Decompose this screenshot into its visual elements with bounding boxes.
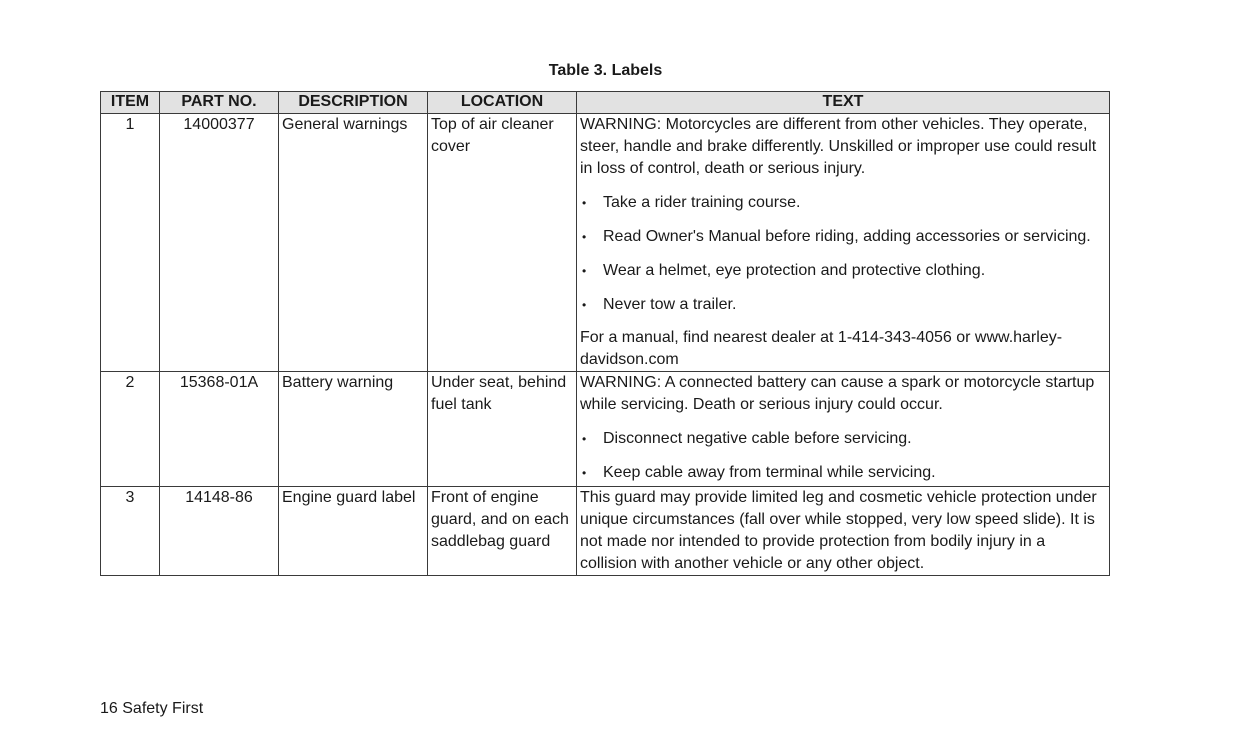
location-cell: Front of engine guard, and on each saddlebag guard bbox=[428, 487, 577, 576]
table-row bbox=[101, 372, 1110, 487]
table-title: Table 3. Labels bbox=[548, 62, 663, 79]
column-header-description: DESCRIPTION bbox=[279, 92, 428, 114]
column-header-part-no: PART NO. bbox=[160, 92, 279, 114]
description-cell: General warnings bbox=[279, 114, 428, 372]
labels-table bbox=[100, 91, 1110, 576]
list-item: • Keep cable away from terminal while servicing. bbox=[580, 462, 1106, 484]
label-text-intro: This guard may provide limited leg and cosmetic vehicle protection under unique circumstances (fall over while stopped, very low speed slide). It is not made nor intended to provide protection from bodily injury in a collision with another vehicle or any other object. bbox=[580, 489, 1097, 572]
list-item: • Take a rider training course. bbox=[580, 192, 1106, 214]
description-cell: Battery warning bbox=[279, 372, 428, 487]
list-item: • Disconnect negative cable before servicing. bbox=[580, 428, 1106, 450]
item-cell: 3 bbox=[101, 487, 160, 576]
text-cell bbox=[577, 114, 1110, 372]
description-cell: Engine guard label bbox=[279, 487, 428, 576]
page-footer: 16 Safety First bbox=[100, 700, 204, 717]
list-item: • Wear a helmet, eye protection and protective clothing. bbox=[580, 260, 1106, 282]
part-no-cell: 14000377 bbox=[160, 114, 279, 372]
bullet-list bbox=[580, 428, 1106, 484]
location-cell: Under seat, behind fuel tank bbox=[428, 372, 577, 487]
location-cell: Top of air cleaner cover bbox=[428, 114, 577, 372]
column-header-text: TEXT bbox=[577, 92, 1110, 114]
item-cell: 1 bbox=[101, 114, 160, 372]
label-text-intro: WARNING: A connected battery can cause a spark or motorcycle startup while servicing. Death or serious injury could occur. bbox=[580, 374, 1095, 413]
part-no-cell: 14148-86 bbox=[160, 487, 279, 576]
list-item: • Never tow a trailer. bbox=[580, 294, 1106, 316]
part-no-cell: 15368-01A bbox=[160, 372, 279, 487]
label-text-outro: For a manual, find nearest dealer at 1-414-343-4056 or www.harley-davidson.com bbox=[580, 329, 1063, 368]
table-row bbox=[101, 114, 1110, 372]
list-item: • Read Owner's Manual before riding, adding accessories or servicing. bbox=[580, 226, 1106, 248]
text-cell bbox=[577, 372, 1110, 487]
table-row bbox=[101, 487, 1110, 576]
label-text-intro: WARNING: Motorcycles are different from other vehicles. They operate, steer, handle and brake differently. Unskilled or improper use could result in loss of control, death or serious injury. bbox=[580, 116, 1097, 177]
text-cell bbox=[577, 487, 1110, 576]
column-header-item: ITEM bbox=[101, 92, 160, 114]
bullet-list bbox=[580, 192, 1106, 316]
item-cell: 2 bbox=[101, 372, 160, 487]
column-header-location: LOCATION bbox=[428, 92, 577, 114]
header-row bbox=[101, 92, 1110, 114]
